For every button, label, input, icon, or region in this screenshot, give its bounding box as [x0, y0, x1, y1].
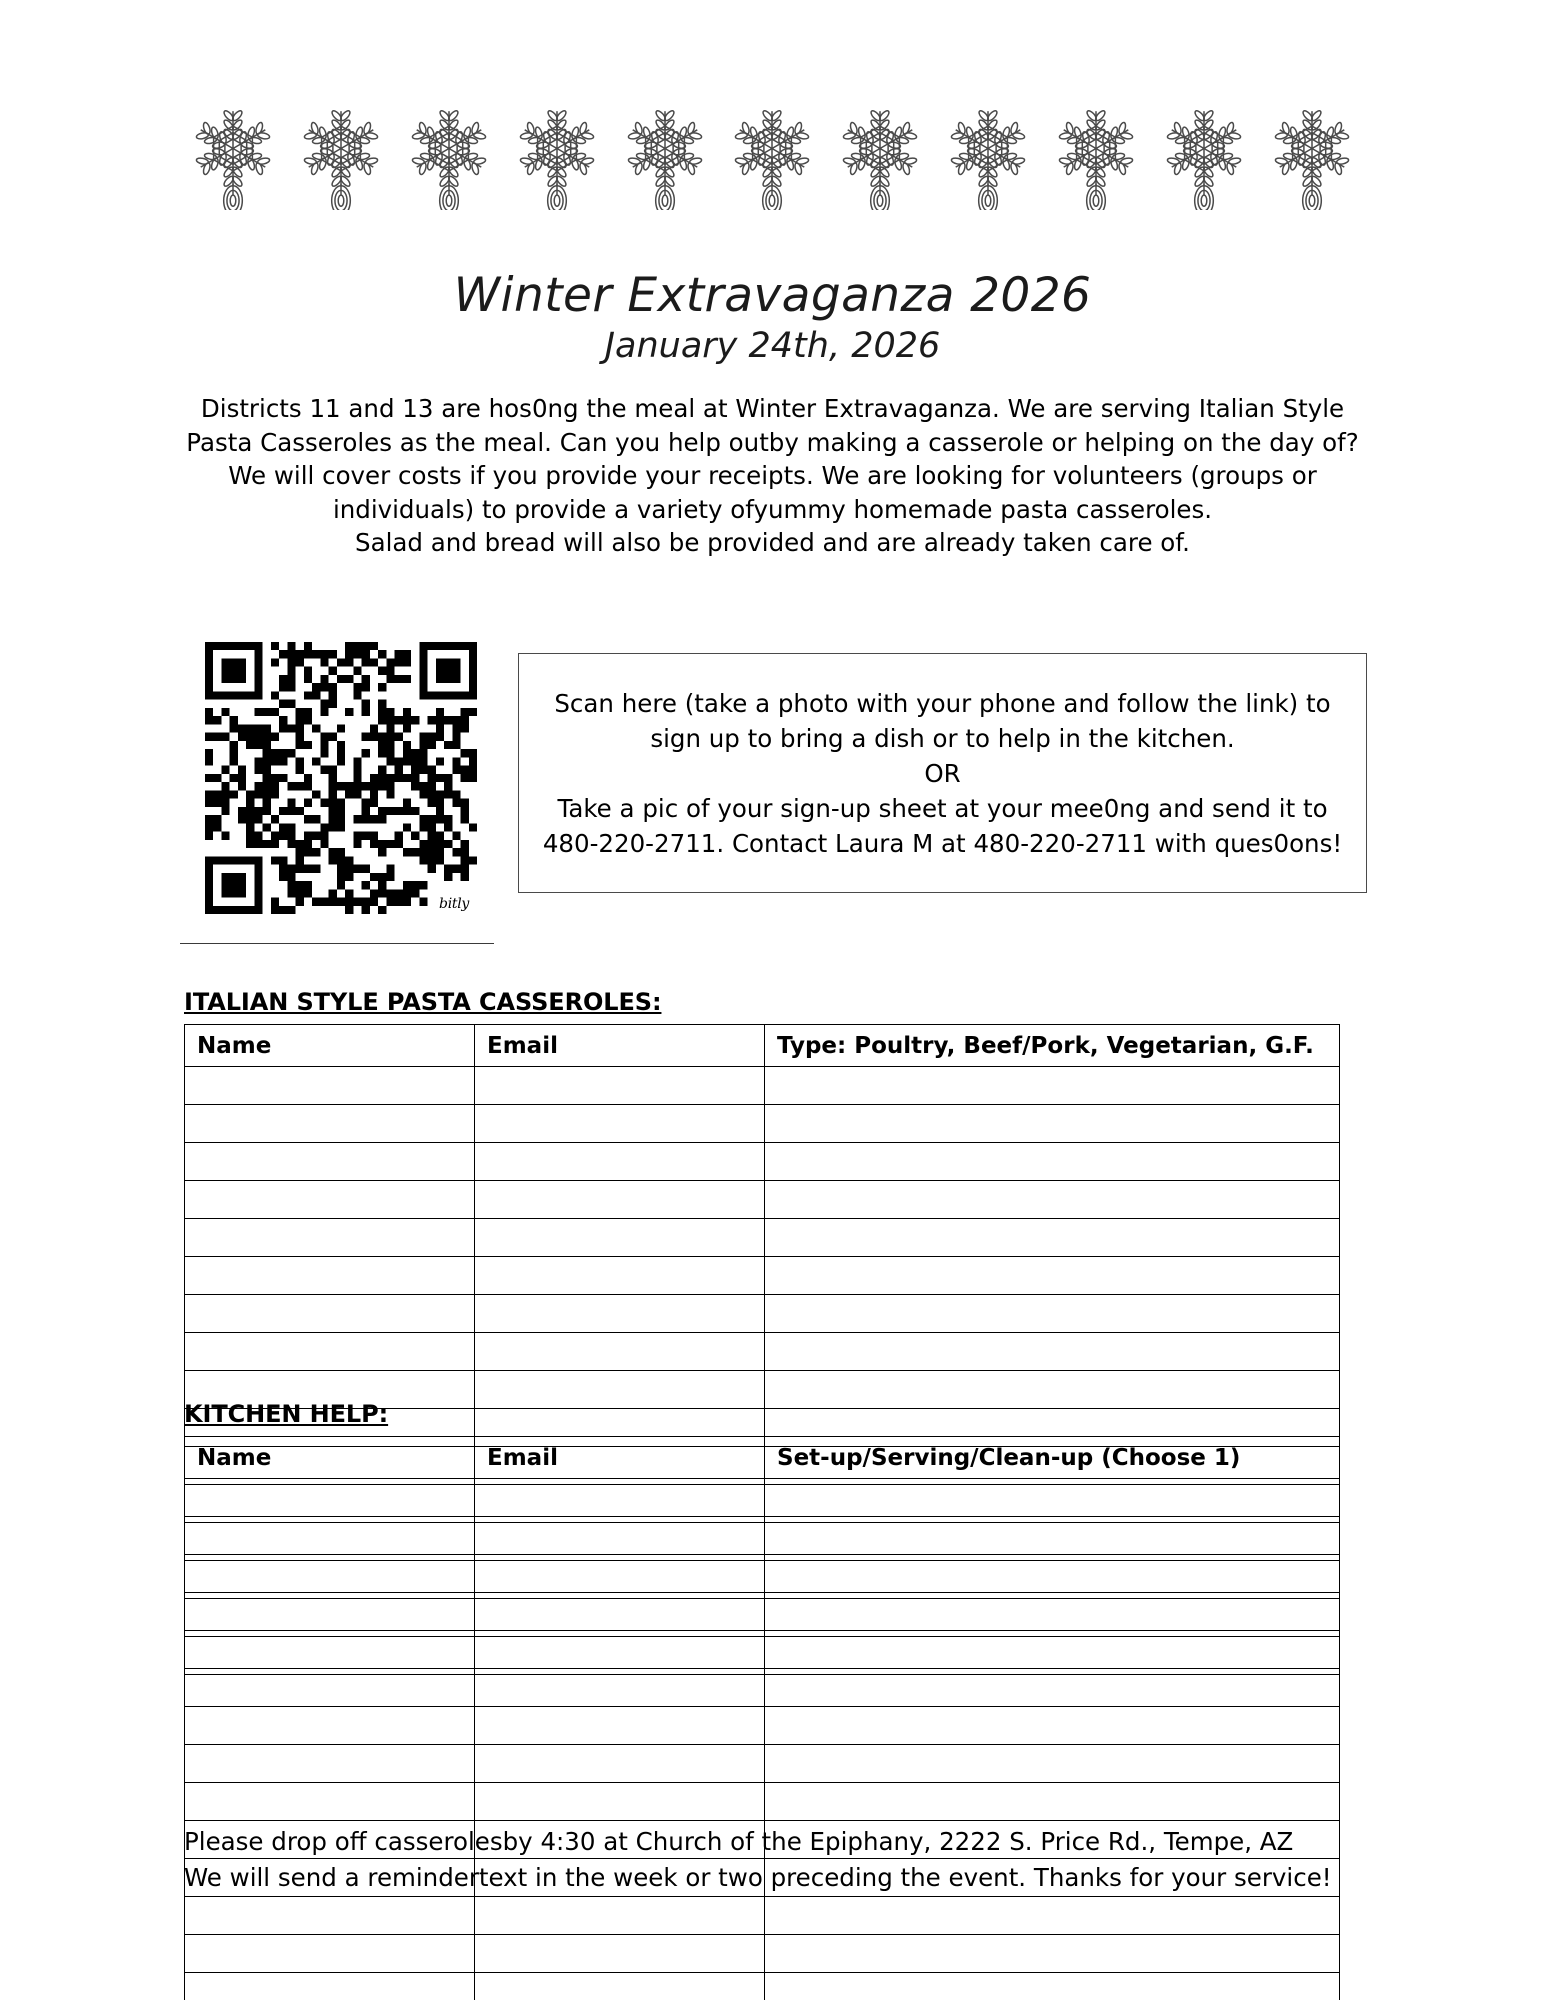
- snowflake-icon: [1156, 100, 1252, 210]
- table-cell[interactable]: [185, 1181, 475, 1219]
- table-cell[interactable]: [475, 1219, 765, 1257]
- table-cell[interactable]: [765, 1707, 1340, 1745]
- casseroles-table-body: [185, 1067, 1340, 1371]
- qr-code-image: [205, 642, 477, 914]
- table-cell[interactable]: [185, 1479, 475, 1517]
- table-cell[interactable]: [765, 1745, 1340, 1783]
- table-cell[interactable]: [185, 1257, 475, 1295]
- horizontal-rule: [180, 943, 494, 944]
- table-row[interactable]: [185, 1333, 1340, 1371]
- table-cell[interactable]: [185, 1555, 475, 1593]
- snowflake-icon: [1264, 100, 1360, 210]
- table-cell[interactable]: [765, 1935, 1340, 1973]
- table-row[interactable]: [185, 1143, 1340, 1181]
- table-cell[interactable]: [765, 1479, 1340, 1517]
- table-cell[interactable]: [475, 1631, 765, 1669]
- table-cell[interactable]: [475, 1479, 765, 1517]
- scan-line: Scan here (take a photo with your phone and follow the link) to: [554, 688, 1331, 718]
- table-cell[interactable]: [185, 1897, 475, 1935]
- column-header-type: Type: Poultry, Beef/Pork, Vegetarian, G.F.: [765, 1025, 1340, 1067]
- event-date-subtitle: January 24th, 2026: [604, 326, 941, 366]
- table-cell[interactable]: [765, 1371, 1340, 1409]
- table-cell[interactable]: [185, 1219, 475, 1257]
- table-cell[interactable]: [475, 1935, 765, 1973]
- table-cell[interactable]: [475, 1669, 765, 1707]
- footer-instructions: [184, 1824, 1414, 1896]
- table-cell[interactable]: [185, 1517, 475, 1555]
- table-row[interactable]: [185, 1669, 1340, 1707]
- snowflake-icon: [940, 100, 1036, 210]
- table-cell[interactable]: [765, 1783, 1340, 1821]
- table-cell[interactable]: [185, 1593, 475, 1631]
- table-cell[interactable]: [765, 1181, 1340, 1219]
- snowflake-icon: [617, 100, 713, 210]
- section-heading-casseroles: ITALIAN STYLE PASTA CASSEROLES:: [184, 988, 662, 1016]
- snowflake-icon: [185, 100, 281, 210]
- table-cell[interactable]: [475, 1745, 765, 1783]
- table-cell[interactable]: [185, 1105, 475, 1143]
- intro-line: Salad and bread will also be provided and are already taken care of.: [355, 528, 1190, 557]
- table-cell[interactable]: [475, 1973, 765, 2000]
- table-row[interactable]: [185, 1935, 1340, 1973]
- table-cell[interactable]: [185, 1067, 475, 1105]
- table-cell[interactable]: [475, 1783, 765, 1821]
- intro-line: We will cover costs if you provide your receipts. We are looking for volunteers (groups or: [228, 461, 1317, 490]
- table-cell[interactable]: [185, 1631, 475, 1669]
- kitchen-help-signup-table: [184, 1436, 1340, 2000]
- table-cell[interactable]: [765, 1593, 1340, 1631]
- scan-line: sign up to bring a dish or to help in the kitchen.: [650, 723, 1235, 753]
- table-row[interactable]: [185, 1631, 1340, 1669]
- table-cell[interactable]: [765, 1517, 1340, 1555]
- footer-line: Please drop off casserolesby 4:30 at Church of the Epiphany, 2222 S. Price Rd., Tempe, AZ: [184, 1827, 1294, 1856]
- table-cell[interactable]: [765, 1973, 1340, 2000]
- column-header-role: Set-up/Serving/Clean-up (Choose 1): [765, 1437, 1340, 1479]
- page-title: Winter Extravaganza 2026: [453, 268, 1092, 323]
- table-row[interactable]: [185, 1745, 1340, 1783]
- table-cell[interactable]: [475, 1517, 765, 1555]
- table-row[interactable]: [185, 1257, 1340, 1295]
- table-row[interactable]: [185, 1067, 1340, 1105]
- table-cell[interactable]: [765, 1257, 1340, 1295]
- table-cell[interactable]: [185, 1935, 475, 1973]
- column-header-email: Email: [475, 1437, 765, 1479]
- table-cell[interactable]: [185, 1783, 475, 1821]
- footer-line: We will send a remindertext in the week or two preceding the event. Thanks for your service!: [184, 1863, 1332, 1892]
- table-cell[interactable]: [475, 1593, 765, 1631]
- table-row[interactable]: [185, 1479, 1340, 1517]
- intro-line: individuals) to provide a variety ofyummy homemade pasta casseroles.: [332, 494, 1213, 524]
- table-header-row: [185, 1437, 1340, 1479]
- table-cell[interactable]: [765, 1143, 1340, 1181]
- table-header-row: [185, 1025, 1340, 1067]
- table-row[interactable]: [185, 1593, 1340, 1631]
- table-row[interactable]: [185, 1219, 1340, 1257]
- table-cell[interactable]: [765, 1105, 1340, 1143]
- qr-brand-label: bitly: [439, 896, 469, 912]
- table-cell[interactable]: [475, 1067, 765, 1105]
- table-row[interactable]: [185, 1555, 1340, 1593]
- table-cell[interactable]: [185, 1143, 475, 1181]
- table-row[interactable]: [185, 1105, 1340, 1143]
- intro-line: Districts 11 and 13 are hos0ng the meal at Winter Extravaganza. We are serving Italian Style: [200, 394, 1345, 423]
- snowflake-icon: [509, 100, 605, 210]
- scan-line: Take a pic of your sign-up sheet at your mee0ng and send it to: [557, 793, 1328, 823]
- table-cell[interactable]: [765, 1333, 1340, 1371]
- table-cell[interactable]: [475, 1295, 765, 1333]
- scan-instructions-box: [518, 653, 1367, 893]
- snowflake-icon: [1048, 100, 1144, 210]
- column-header-name: Name: [185, 1437, 475, 1479]
- table-cell[interactable]: [765, 1897, 1340, 1935]
- table-row[interactable]: [185, 1973, 1340, 2000]
- table-cell[interactable]: [475, 1181, 765, 1219]
- table-cell[interactable]: [475, 1707, 765, 1745]
- table-cell[interactable]: [185, 1333, 475, 1371]
- table-cell[interactable]: [765, 1555, 1340, 1593]
- table-cell[interactable]: [475, 1371, 765, 1409]
- table-cell[interactable]: [475, 1333, 765, 1371]
- intro-line: Pasta Casseroles as the meal. Can you help outby making a casserole or helping on the day of?: [186, 427, 1359, 457]
- snowflake-icon: [832, 100, 928, 210]
- table-cell[interactable]: [185, 1745, 475, 1783]
- scan-line: OR: [924, 758, 961, 788]
- table-cell[interactable]: [185, 1669, 475, 1707]
- table-cell[interactable]: [475, 1105, 765, 1143]
- table-row[interactable]: [185, 1295, 1340, 1333]
- intro-paragraph: [175, 392, 1370, 560]
- table-cell[interactable]: [765, 1067, 1340, 1105]
- table-row[interactable]: [185, 1181, 1340, 1219]
- snowflake-icon: [401, 100, 497, 210]
- section-heading-kitchen-help: KITCHEN HELP:: [184, 1400, 389, 1428]
- column-header-name: Name: [185, 1025, 475, 1067]
- table-cell[interactable]: [475, 1897, 765, 1935]
- table-cell[interactable]: [475, 1143, 765, 1181]
- snowflake-icon: [293, 100, 389, 210]
- qr-code[interactable]: [205, 642, 477, 914]
- snowflake-icon: [724, 100, 820, 210]
- table-row[interactable]: [185, 1707, 1340, 1745]
- kitchen-table-body: [185, 1479, 1340, 1783]
- table-cell[interactable]: [765, 1219, 1340, 1257]
- table-cell[interactable]: [765, 1631, 1340, 1669]
- table-cell[interactable]: [475, 1555, 765, 1593]
- table-cell[interactable]: [185, 1707, 475, 1745]
- table-cell[interactable]: [765, 1669, 1340, 1707]
- table-cell[interactable]: [185, 1295, 475, 1333]
- table-cell[interactable]: [765, 1295, 1340, 1333]
- scan-line: 480-220-2711. Contact Laura M at 480-220-2711 with ques0ons!: [542, 828, 1343, 858]
- table-row[interactable]: [185, 1517, 1340, 1555]
- column-header-email: Email: [475, 1025, 765, 1067]
- table-row[interactable]: [185, 1783, 1340, 1821]
- table-row[interactable]: [185, 1897, 1340, 1935]
- snowflake-border: [185, 100, 1360, 210]
- table-cell[interactable]: [475, 1257, 765, 1295]
- table-cell[interactable]: [185, 1973, 475, 2000]
